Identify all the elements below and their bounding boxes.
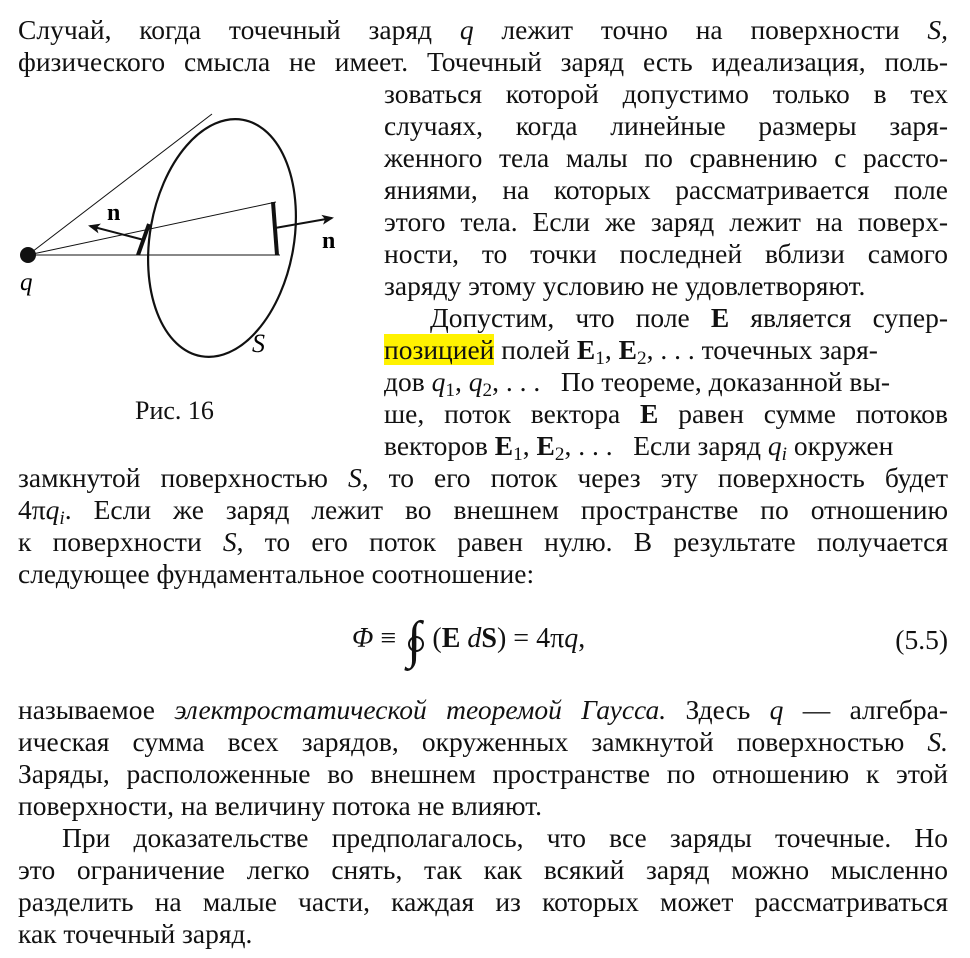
text-line: Допустим, что поле E является супер- — [430, 302, 948, 333]
normal-vector-left — [90, 226, 144, 240]
text-line: Случай, когда точечный заряд q лежит точно на поверхности S, — [18, 14, 949, 45]
ray-middle — [28, 202, 276, 255]
text-line: ше, поток вектора E равен сумме потоков — [384, 398, 949, 429]
figure-caption: Рис. 16 — [135, 396, 214, 425]
equation-number: (5.5) — [895, 624, 948, 655]
text-line: ическая сумма всех зарядов, окруженных замкнутой поверхностью S. — [18, 726, 949, 757]
label-n-right: n — [322, 228, 336, 254]
text-line: заряду этому условию не удовлетворяют. — [384, 270, 866, 301]
text-line: яниями, на которых рассматривается поле — [384, 174, 948, 205]
text-line: При доказательстве предполагалось, что все заряды точечные. Но — [62, 822, 948, 853]
text-line: физического смысла не имеет. Точечный заряд есть идеализация, поль- — [18, 46, 948, 77]
text-line: зоваться которой допустимо только в тех — [384, 78, 948, 109]
text-line: ности, то точки последней вблизи самого — [384, 238, 948, 269]
text-line: дов $q_1$, $q_2$, . . . По теореме, доказанной вы- — [384, 366, 890, 401]
text-line: поверхности, на величину потока не влияют. — [18, 790, 543, 821]
label-s: S — [252, 329, 265, 358]
text-line: векторов $E_1$, $E_2$, . . . Если заряд $q_i$ окружен — [384, 430, 894, 465]
text-line: называемое электростатической теоремой Гаусса. Здесь q — алгебра- — [18, 694, 948, 725]
text-line: к поверхности S, то его поток равен нулю. В результате получается — [18, 526, 948, 557]
normal-vector-right — [275, 218, 332, 228]
text-line: этого тела. Если же заряд лежит на поверх- — [384, 206, 948, 237]
text-line: $4\pi q_i$. Если же заряд лежит во внешнем пространстве по отношению — [18, 494, 948, 529]
figure-16 — [14, 108, 364, 388]
text-line: следующее фундаментальное соотношение: — [18, 558, 535, 589]
text-line: позицией полей $E_1$, $E_2$, . . . точечных заря- — [384, 334, 878, 369]
text-line: женного тела малы по сравнению с рассто- — [384, 142, 948, 173]
highlighted-word: позицией — [384, 334, 495, 365]
label-n-left: n — [107, 200, 121, 226]
point-charge-icon — [20, 247, 36, 263]
gauss-formula: Φ ≡ ∫ (E dS) = 4πq, — [352, 611, 586, 669]
label-q: q — [20, 269, 33, 296]
text-line: замкнутой поверхностью S, то его поток через эту поверхность будет — [18, 462, 948, 493]
text-line: как точечный заряд. — [18, 918, 253, 949]
text-line: разделить на малые части, каждая из которых может рассматриваться — [18, 886, 948, 917]
text-line: это ограничение легко снять, так как всякий заряд можно мысленно — [18, 854, 948, 885]
text-line: Заряды, расположенные во внешнем пространстве по отношению к этой — [18, 758, 948, 789]
surface-s — [130, 108, 313, 369]
text-line: случаях, когда линейные размеры заря- — [384, 110, 948, 141]
contour-integral-icon: ∫ — [407, 611, 422, 669]
